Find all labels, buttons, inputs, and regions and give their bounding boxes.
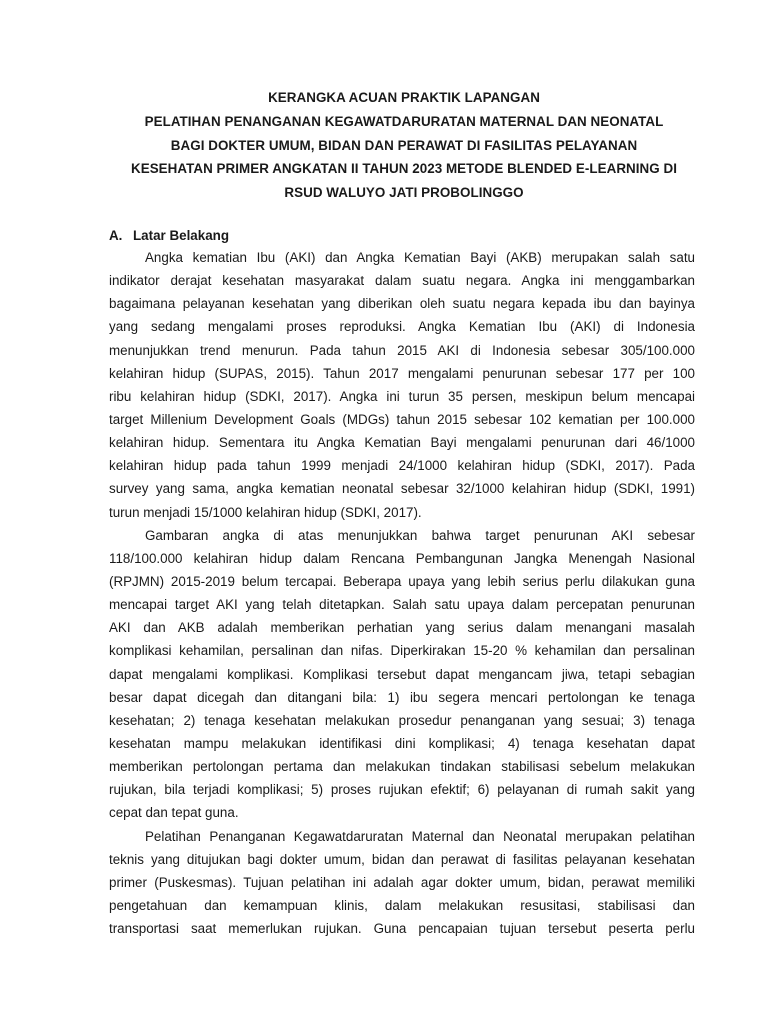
paragraph-line: kesehatan; 2) tenaga kesehatan melakukan prosedur penanganan yang sesuai; 3) tenaga [109,712,695,728]
paragraph-3 [109,825,695,941]
section-title: Latar Belakang [133,228,230,243]
paragraph-line: dapat mengalami komplikasi. Komplikasi tersebut dapat mengancam jiwa, tetapi sebagian [109,666,695,682]
paragraph-line: pengetahuan dan kemampuan klinis, dalam melakukan resusitasi, stabilisasi dan [109,897,695,913]
paragraph-line: komplikasi kehamilan, persalinan dan nifas. Diperkirakan 15-20 % kehamilan dan persalinan [109,643,695,659]
title-line-1: KERANGKA ACUAN PRAKTIK LAPANGAN [268,90,540,105]
paragraph-line: turun menjadi 15/1000 kelahiran hidup (SDKI, 2017). [109,504,422,520]
document-title [100,86,708,205]
paragraph-line: besar dapat dicegah dan ditangani bila: 1) ibu segera mencari pertolongan ke tenaga [109,689,695,705]
paragraph-line: Gambaran angka di atas menunjukkan bahwa target penurunan AKI sebesar [145,527,695,543]
paragraph-line: menunjukkan trend menurun. Pada tahun 2015 AKI di Indonesia sebesar 305/100.000 [109,342,695,358]
paragraph-line: Angka kematian Ibu (AKI) dan Angka Kematian Bayi (AKB) merupakan salah satu [145,250,695,265]
paragraph-line: memberikan pertolongan pertama dan melakukan tindakan stabilisasi sebelum melakukan [109,759,695,775]
section-heading [109,224,229,247]
paragraph-line: AKI dan AKB adalah memberikan perhatian yang serius dalam menangani masalah [109,620,695,636]
paragraph-line: Pelatihan Penanganan Kegawatdaruratan Maternal dan Neonatal merupakan pelatihan [145,828,695,844]
title-line-4: KESEHATAN PRIMER ANGKATAN II TAHUN 2023 METODE BLENDED E-LEARNING DI [131,161,677,177]
paragraph-line: teknis yang ditujukan bagi dokter umum, bidan dan perawat di fasilitas pelayanan kesehatan [109,851,695,867]
paragraph-line: rujukan, bila terjadi komplikasi; 5) proses rujukan efektif; 6) pelayanan di rumah sakit yang [109,782,695,798]
paragraph-line: kelahiran hidup pada tahun 1999 menjadi 24/1000 kelahiran hidup (SDKI, 2017). Pada [109,458,695,474]
title-line-2: PELATIHAN PENANGANAN KEGAWATDARURATAN MATERNAL DAN NEONATAL [144,113,664,129]
paragraph-line: target Millenium Development Goals (MDGs) tahun 2015 sebesar 102 kematian per 100.000 [109,411,695,427]
paragraph-line: bagaimana pelayanan kesehatan yang diberikan oleh suatu negara kepada ibu dan bayinya [109,296,695,312]
paragraph-line: (RPJMN) 2015-2019 belum tercapai. Beberapa upaya yang lebih serius perlu dilakukan guna [109,573,695,589]
paragraph-line: ribu kelahiran hidup (SDKI, 2017). Angka ini turun 35 persen, meskipun belum mencapai [109,388,695,404]
paragraph-line: survey yang sama, angka kematian neonatal sebesar 32/1000 kelahiran hidup (SDKI, 1991) [109,481,695,497]
paragraph-line: mencapai target AKI yang telah ditetapkan. Salah satu upaya dalam percepatan penurunan [109,597,695,613]
section-number: A. [109,228,123,243]
paragraph-line: transportasi saat memerlukan rujukan. Guna pencapaian tujuan tersebut peserta perlu [109,921,695,937]
paragraph-1 [109,246,695,524]
paragraph-line: cepat dan tepat guna. [109,805,239,821]
paragraph-line: 118/100.000 kelahiran hidup dalam Rencana Pembangunan Jangka Menengah Nasional [109,550,695,566]
paragraph-line: kelahiran hidup. Sementara itu Angka Kematian Bayi mengalami penurunan dari 46/1000 [109,435,695,451]
paragraph-line: kelahiran hidup (SUPAS, 2015). Tahun 2017 mengalami penurunan sebesar 177 per 100 [109,365,695,381]
paragraph-line: kesehatan mampu melakukan identifikasi dini komplikasi; 4) tenaga kesehatan dapat [109,735,695,751]
title-line-3: BAGI DOKTER UMUM, BIDAN DAN PERAWAT DI FASILITAS PELAYANAN [170,137,638,153]
body-text [109,246,695,940]
paragraph-line: primer (Puskesmas). Tujuan pelatihan ini adalah agar dokter umum, bidan, perawat memiliki [109,874,695,890]
paragraph-line: yang sedang mengalami proses reproduksi. Angka Kematian Ibu (AKI) di Indonesia [109,319,695,335]
title-line-5: RSUD WALUYO JATI PROBOLINGGO [284,185,524,201]
paragraph-2 [109,524,695,825]
paragraph-line: indikator derajat kesehatan masyarakat dalam suatu negara. Angka ini menggambarkan [109,273,695,289]
